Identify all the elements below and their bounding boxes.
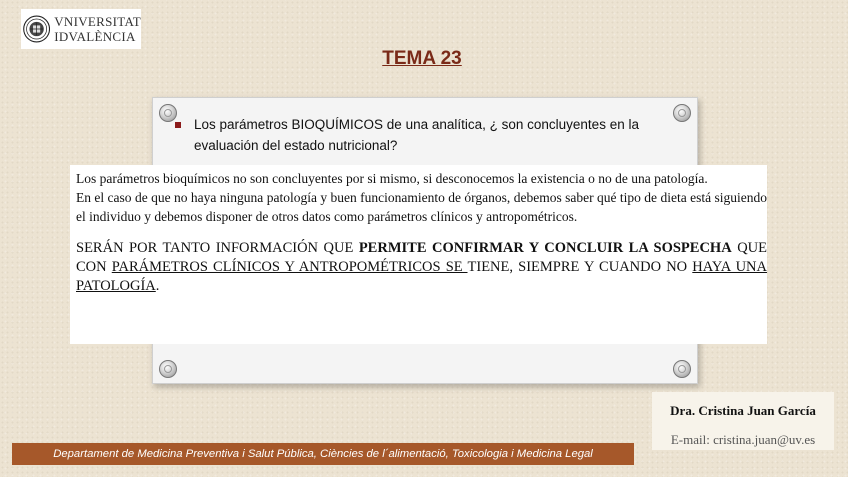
logo-line-2: IDVALÈNCIA: [54, 29, 136, 44]
university-name: [54, 14, 141, 44]
footer-department: Departament de Medicina Preventiva i Salut Pública, Ciències de l´alimentació, Toxicologia i Medicina Legal: [12, 443, 634, 465]
conclusion-bold: PERMITE CONFIRMAR Y CONCLUIR LA SOSPECHA: [358, 240, 732, 256]
question-item: [175, 114, 675, 156]
slide-title: TEMA 23: [382, 48, 462, 69]
university-logo: [21, 9, 141, 49]
conclusion-text-1: SERÁN POR TANTO INFORMACIÓN QUE: [76, 240, 359, 256]
pin-icon-top-right: [673, 104, 691, 122]
answer-box: [70, 165, 767, 344]
bullet-icon: [175, 122, 181, 128]
pin-icon-bottom-right: [673, 360, 691, 378]
question-text: Los parámetros BIOQUÍMICOS de una analítica, ¿ son concluyentes en la evaluación del estado nutricional?: [194, 117, 639, 153]
conclusion-text-2: QUE CON: [76, 240, 767, 275]
university-seal-icon: [23, 10, 50, 48]
author-box: [652, 392, 834, 450]
author-email: E-mail: cristina.juan@uv.es: [670, 432, 816, 447]
conclusion-underline-1: PARÁMETROS CLÍNICOS Y ANTROPOMÉTRICOS SE: [111, 259, 468, 275]
conclusion-text-3: TIENE, SIEMPRE Y CUANDO NO: [467, 259, 693, 275]
answer-paragraph-2: En el caso de que no haya ninguna patología y buen funcionamiento de órganos, debemos saber qué tipo de dieta está siguiendo el individuo y debemos disponer de otros datos como parámetros clínicos y antropométricos.: [76, 190, 767, 224]
conclusion-text-4: .: [155, 278, 160, 294]
conclusion-underline-2: HAYA UNA PATOLOGÍA: [76, 259, 767, 294]
answer-conclusion: [76, 239, 767, 296]
logo-line-1: VNIVERSITAT: [54, 14, 141, 29]
author-name: Dra. Cristina Juan García: [670, 403, 816, 418]
pin-icon-bottom-left: [159, 360, 177, 378]
answer-paragraph-1: Los parámetros bioquímicos no son concluyentes por si mismo, si desconocemos la existencia o no de una patología.: [76, 171, 708, 186]
